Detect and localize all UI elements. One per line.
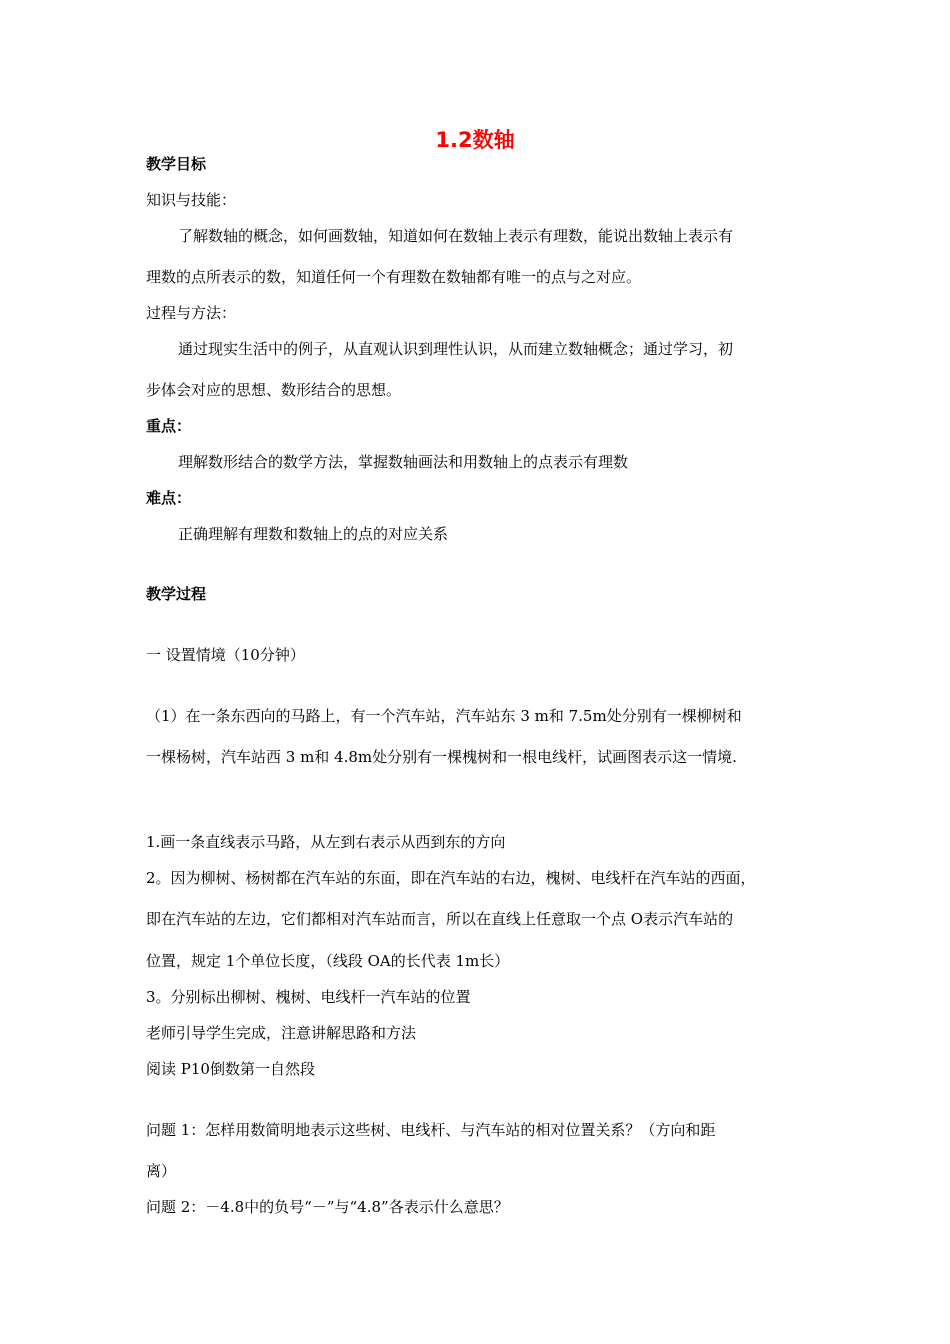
step-2-line3: 位置，规定 1个单位长度，（线段 OA的长代表 1m长）: [146, 952, 510, 970]
process-heading: 教学过程: [146, 585, 207, 603]
process-method-text-line2: 步体会对应的思想、数形结合的思想。: [146, 381, 402, 399]
knowledge-text-line1: 了解数轴的概念，如何画数轴，知道如何在数轴上表示有理数，能说出数轴上表示有: [178, 227, 734, 245]
question-1-line2: 离）: [146, 1162, 177, 1180]
key-point-text: 理解数形结合的数学方法，掌握数轴画法和用数轴上的点表示有理数: [178, 453, 629, 471]
step-2-line2: 即在汽车站的左边，它们都相对汽车站而言，所以在直线上任意取一个点 O表示汽车站的: [146, 910, 734, 928]
step-2-line1: 2。因为柳树、杨树都在汽车站的东面，即在汽车站的右边，槐树、电线杆在汽车站的西面，: [146, 869, 756, 887]
difficulty-label: 难点：: [146, 489, 192, 507]
section-setting-heading: 一 设置情境（10分钟）: [146, 646, 305, 664]
page-title: 1.2数轴: [435, 128, 515, 152]
question-2: 问题 2：－4.8中的负号“－”与“4.8”各表示什么意思？: [146, 1198, 509, 1216]
step-1: 1.画一条直线表示马路，从左到右表示从西到东的方向: [146, 833, 506, 851]
key-point-label: 重点：: [146, 417, 192, 435]
question-1-line1: 问题 1：怎样用数简明地表示这些树、电线杆、与汽车站的相对位置关系？（方向和距: [146, 1121, 716, 1139]
difficulty-text: 正确理解有理数和数轴上的点的对应关系: [178, 525, 449, 543]
knowledge-text-line2: 理数的点所表示的数，知道任何一个有理数在数轴都有唯一的点与之对应。: [146, 268, 642, 286]
teacher-note: 老师引导学生完成，注意讲解思路和方法: [146, 1024, 417, 1042]
reading-note: 阅读 P10倒数第一自然段: [146, 1060, 315, 1078]
knowledge-label: 知识与技能：: [146, 191, 237, 209]
step-3: 3。分别标出柳树、槐树、电线杆一汽车站的位置: [146, 988, 471, 1006]
problem-text-line2: 一棵杨树，汽车站西 3 m和 4.8m处分别有一棵槐树和一根电线杆，试画图表示这一情境.: [146, 748, 737, 766]
objectives-heading: 教学目标: [146, 155, 207, 173]
problem-text-line1: （1）在一条东西向的马路上，有一个汽车站，汽车站东 3 m和 7.5m处分别有一棵柳树和: [146, 707, 742, 725]
process-method-label: 过程与方法：: [146, 304, 237, 322]
process-method-text-line1: 通过现实生活中的例子，从直观认识到理性认识，从而建立数轴概念；通过学习，初: [178, 340, 734, 358]
